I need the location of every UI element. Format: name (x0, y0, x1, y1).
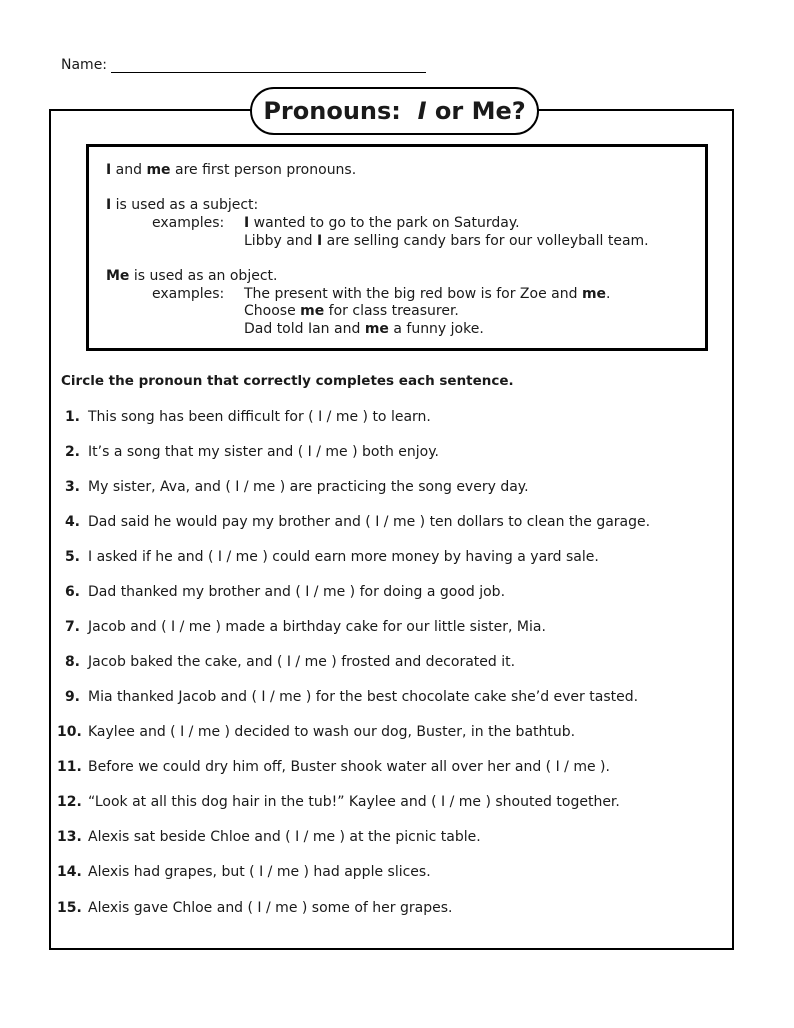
rule-intro: I and me are first person pronouns. (106, 162, 357, 178)
question-number: 8. (64, 654, 80, 670)
question-text[interactable]: Dad thanked my brother and ( I / me ) for doing a good job. (88, 584, 506, 600)
title-pronoun-i: I (417, 97, 427, 125)
page-title (250, 87, 539, 135)
question-text[interactable]: This song has been difficult for ( I / me ) to learn. (88, 409, 431, 425)
object-heading: Me is used as an object. (106, 268, 278, 284)
question-number: 3. (64, 479, 80, 495)
question-number: 4. (64, 514, 80, 530)
question-number: 13. (57, 829, 82, 845)
question-text[interactable]: It’s a song that my sister and ( I / me ) both enjoy. (88, 444, 439, 460)
question-text[interactable]: “Look at all this dog hair in the tub!” Kaylee and ( I / me ) shouted together. (88, 794, 620, 810)
question-text[interactable]: Alexis sat beside Chloe and ( I / me ) at the picnic table. (88, 829, 481, 845)
name-field[interactable] (111, 72, 426, 73)
name-label: Name: (61, 57, 108, 73)
question-text[interactable]: Kaylee and ( I / me ) decided to wash our dog, Buster, in the bathtub. (88, 724, 576, 740)
subject-heading: I is used as a subject: (106, 197, 259, 213)
object-examples-label: examples: (152, 286, 225, 302)
question-number: 6. (64, 584, 80, 600)
question-number: 11. (57, 759, 82, 775)
question-number: 5. (64, 549, 80, 565)
object-example-1: The present with the big red bow is for Zoe and me. (244, 286, 611, 302)
question-number: 1. (64, 409, 80, 425)
question-number: 14. (57, 864, 82, 880)
question-number: 9. (64, 689, 80, 705)
question-text[interactable]: Dad said he would pay my brother and ( I / me ) ten dollars to clean the garage. (88, 514, 651, 530)
title-or: or (434, 97, 464, 125)
question-text[interactable]: I asked if he and ( I / me ) could earn more money by having a yard sale. (88, 549, 599, 565)
question-number: 10. (57, 724, 82, 740)
title-pronoun-me: Me (471, 97, 512, 125)
object-example-2: Choose me for class treasurer. (244, 303, 459, 319)
title-main: Pronouns: (263, 97, 401, 125)
question-text[interactable]: Before we could dry him off, Buster shook water all over her and ( I / me ). (88, 759, 610, 775)
subject-example-1: I wanted to go to the park on Saturday. (244, 215, 520, 231)
title-qmark: ? (511, 97, 526, 125)
question-number: 7. (64, 619, 80, 635)
subject-examples-label: examples: (152, 215, 225, 231)
question-text[interactable]: Jacob baked the cake, and ( I / me ) frosted and decorated it. (88, 654, 516, 670)
object-example-3: Dad told Ian and me a funny joke. (244, 321, 484, 337)
question-text[interactable]: Jacob and ( I / me ) made a birthday cake for our little sister, Mia. (88, 619, 546, 635)
question-text[interactable]: Alexis had grapes, but ( I / me ) had apple slices. (88, 864, 431, 880)
instructions: Circle the pronoun that correctly completes each sentence. (61, 373, 514, 389)
question-number: 2. (64, 444, 80, 460)
question-number: 12. (57, 794, 82, 810)
question-text[interactable]: My sister, Ava, and ( I / me ) are practicing the song every day. (88, 479, 529, 495)
question-number: 15. (57, 900, 82, 916)
question-text[interactable]: Mia thanked Jacob and ( I / me ) for the best chocolate cake she’d ever tasted. (88, 689, 639, 705)
subject-example-2: Libby and I are selling candy bars for our volleyball team. (244, 233, 649, 249)
question-text[interactable]: Alexis gave Chloe and ( I / me ) some of her grapes. (88, 900, 453, 916)
